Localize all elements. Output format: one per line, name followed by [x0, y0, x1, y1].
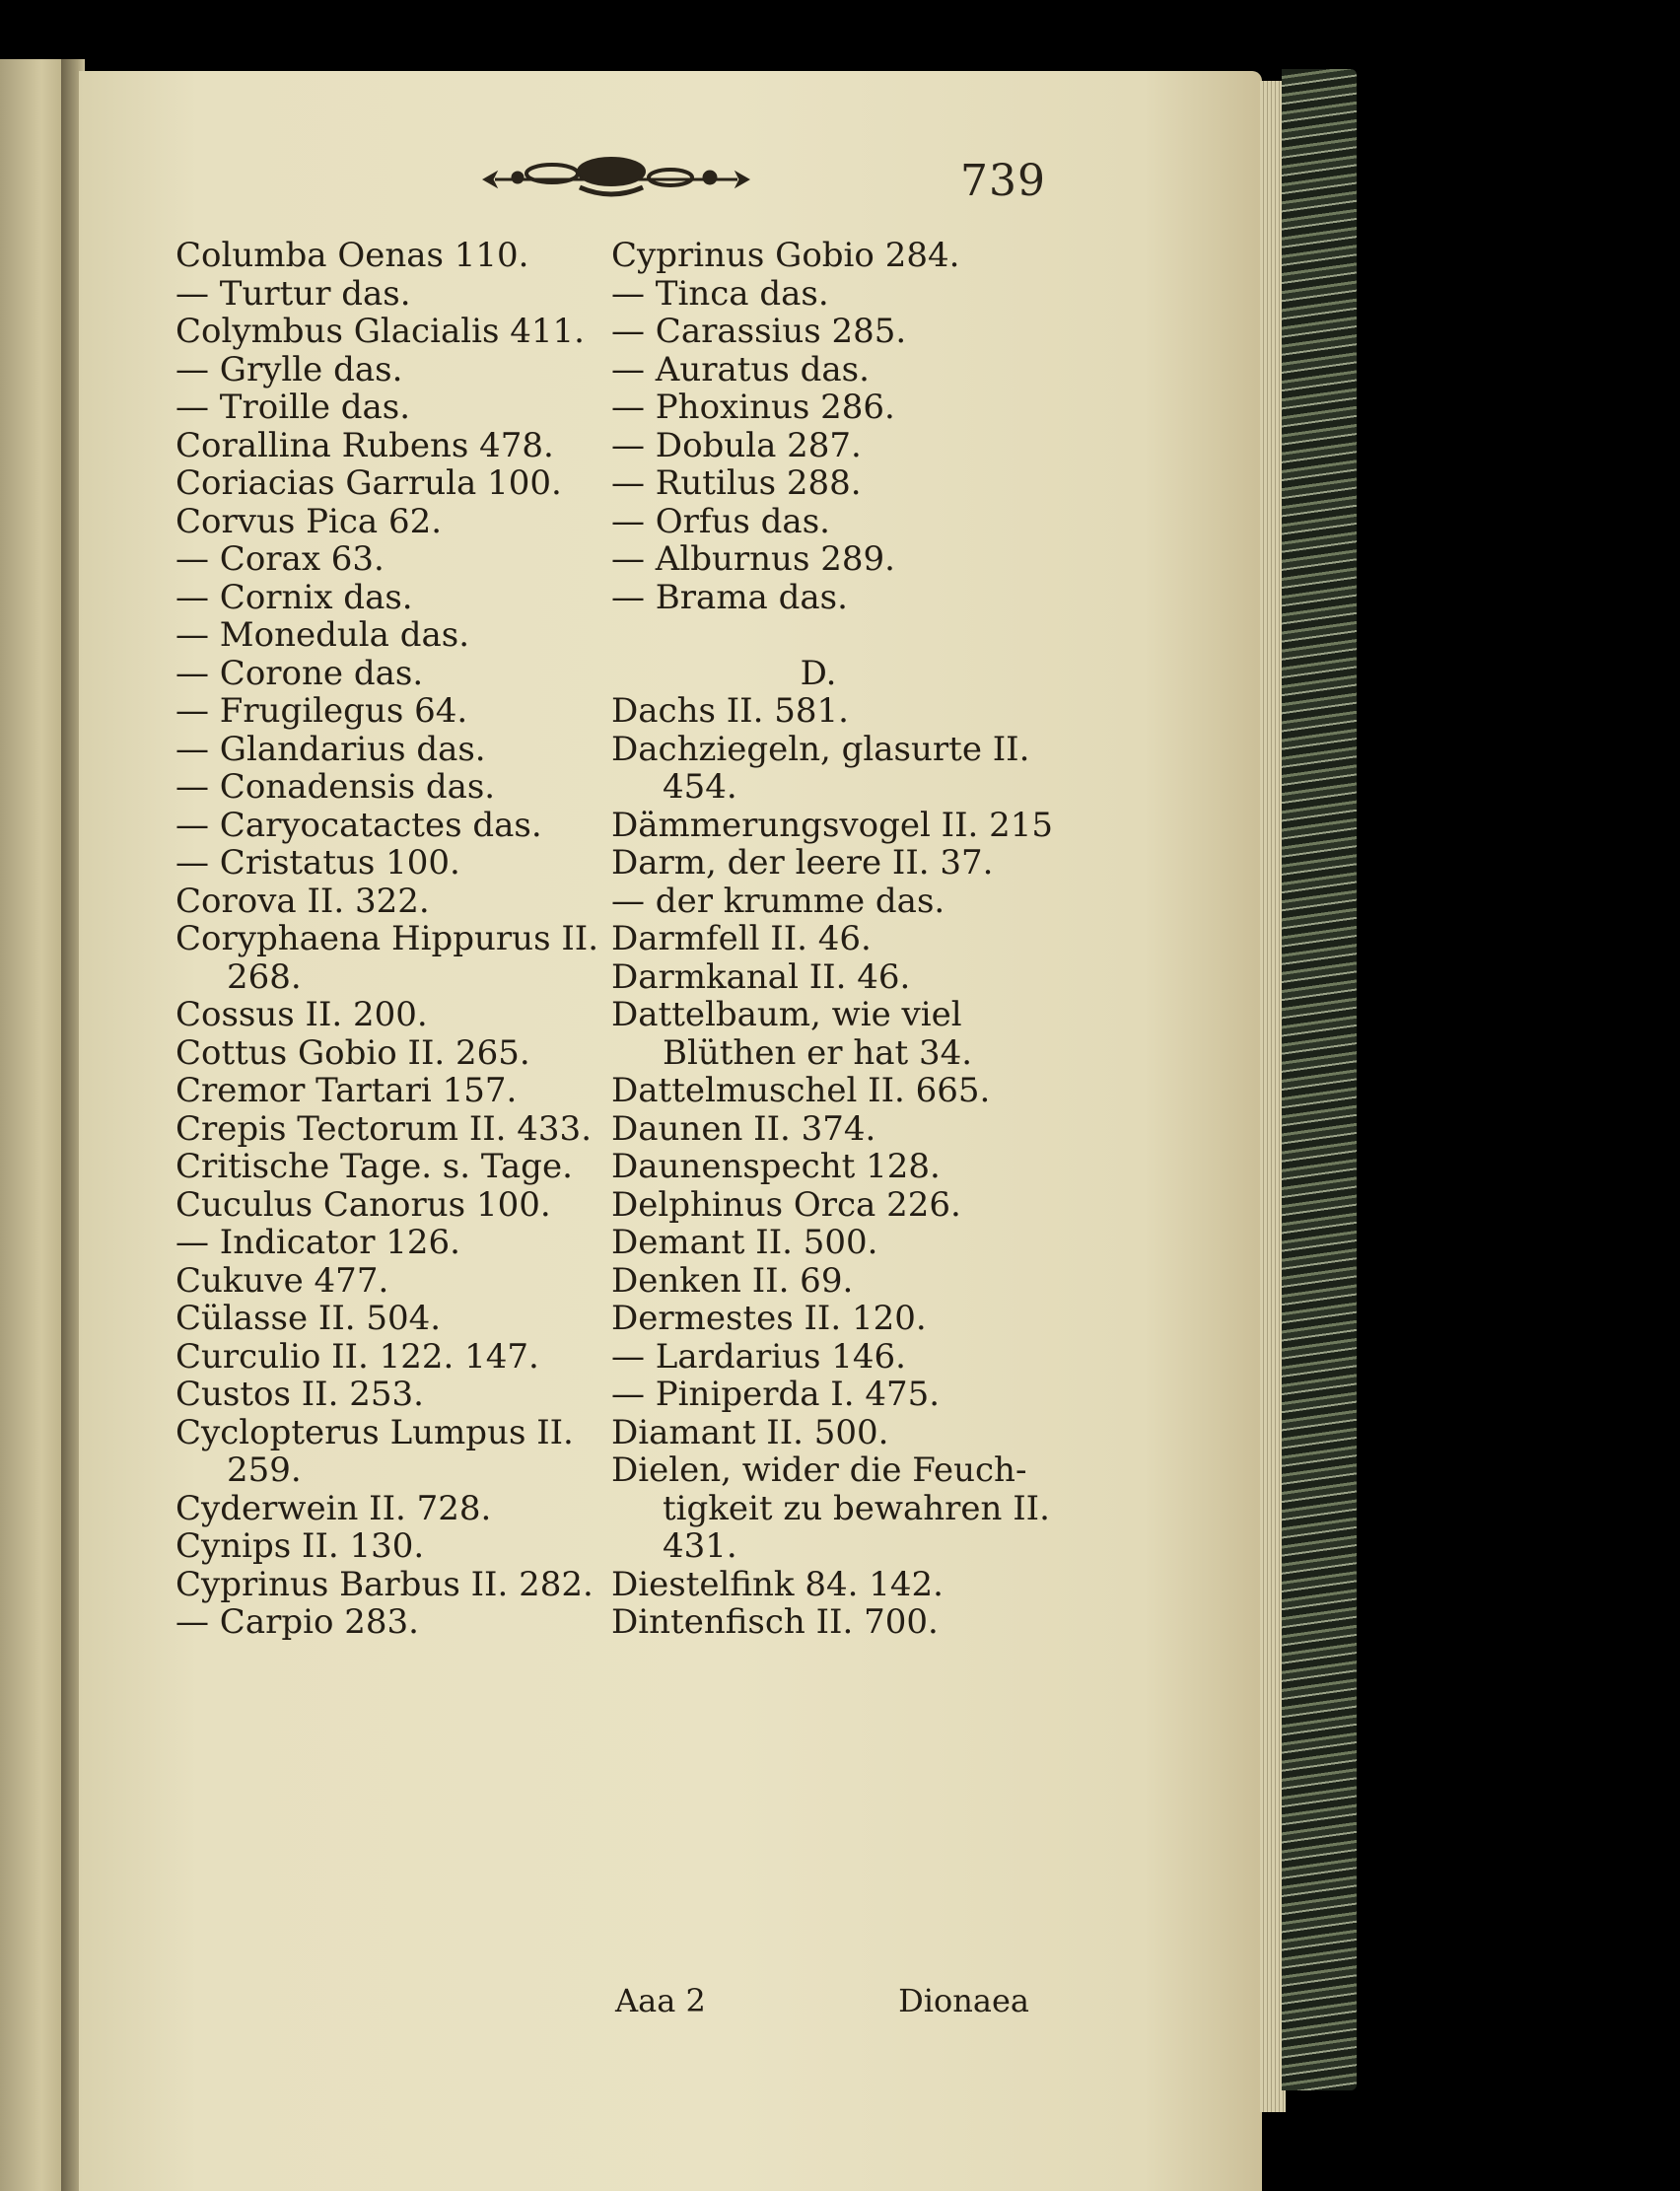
index-entry: Dachziegeln, glasurte II. [611, 729, 1030, 769]
index-entry: Dermestes II. 120. [611, 1299, 927, 1338]
index-entry: — Turtur das. [175, 273, 411, 314]
index-entry: Daunen II. 374. [611, 1108, 876, 1149]
index-entry: — Alburnus 289. [611, 539, 895, 579]
index-entry: Daunenspecht 128. [611, 1147, 941, 1186]
index-entry: — Dobula 287. [611, 425, 862, 465]
index-entry: Custos II. 253. [175, 1375, 424, 1414]
index-entry: Darmfell II. 46. [611, 919, 872, 958]
index-entry: — Auratus das. [611, 349, 870, 389]
index-entry: — Conadensis das. [175, 767, 496, 807]
index-entry: Columba Oenas 110. [175, 236, 529, 275]
index-entry: Cukuve 477. [175, 1260, 389, 1301]
index-entry: Cremor Tartari 157. [175, 1071, 518, 1110]
catchword: Dionaea [898, 1982, 1029, 2019]
index-entry: — Monedula das. [175, 615, 470, 655]
index-group-c-continued [611, 237, 1025, 616]
index-entry: — der krumme das. [611, 881, 945, 921]
index-entry: Cyprinus Barbus II. 282. [175, 1564, 594, 1604]
index-entry: — Corone das. [175, 653, 424, 693]
signature-mark: Aaa 2 [615, 1982, 706, 2019]
index-entry: Critische Tage. s. Tage. [175, 1147, 573, 1186]
index-entry: Dielen, wider die Feuch- [611, 1450, 1027, 1490]
index-entry: Darm, der leere II. 37. [611, 843, 994, 883]
index-entry: Dattelmuschel II. 665. [611, 1071, 991, 1110]
index-entry: Diamant II. 500. [611, 1412, 889, 1452]
index-entry: — Frugilegus 64. [175, 691, 468, 731]
index-entry: Curculio II. 122. 147. [175, 1336, 539, 1377]
index-entry: Dattelbaum, wie viel [611, 995, 962, 1034]
section-letter-heading: D. [800, 653, 837, 693]
index-entry: — Phoxinus 286. [611, 388, 895, 427]
index-column-left [175, 237, 639, 1642]
index-entry: Corallina Rubens 478. [175, 425, 554, 465]
index-entry: Colymbus Glacialis 411. [175, 312, 585, 351]
index-entry: — Corax 63. [175, 539, 385, 579]
index-entry: Crepis Tectorum II. 433. [175, 1108, 592, 1149]
index-entry: — Orfus das. [611, 501, 830, 541]
index-entry: — Glandarius das. [175, 729, 486, 769]
section-spacer [611, 616, 1025, 655]
index-entry: — Tinca das. [611, 273, 829, 314]
index-entry: — Rutilus 288. [611, 463, 862, 503]
index-entry: — Cristatus 100. [175, 843, 460, 883]
index-entry: — Carassius 285. [611, 312, 907, 351]
page-footer [615, 1982, 1029, 2021]
index-entry: Cyderwein II. 728. [175, 1488, 492, 1528]
index-entry: 454. [663, 767, 737, 807]
index-entry: Cuculus Canorus 100. [175, 1184, 551, 1225]
index-group-d [611, 691, 1054, 1642]
index-entry: — Grylle das. [175, 349, 403, 389]
page-number: 739 [960, 156, 1046, 206]
index-entry: — Piniperda I. 475. [611, 1375, 941, 1414]
index-entry: — Cornix das. [175, 577, 413, 617]
index-entry: Cyclopterus Lumpus II. [175, 1412, 574, 1452]
index-entry: Corova II. 322. [175, 881, 430, 921]
index-entry: Coryphaena Hippurus II. [175, 919, 599, 958]
marbled-cover [1282, 69, 1357, 2090]
index-entry: Blüthen er hat 34. [663, 1032, 973, 1073]
ornamental-headpiece-icon [473, 148, 759, 207]
index-entry: 268. [227, 956, 302, 997]
index-entry: — Lardarius 146. [611, 1336, 906, 1377]
index-entry: Cynips II. 130. [175, 1526, 425, 1566]
index-entry: — Troille das. [175, 388, 411, 427]
index-entry: — Carpio 283. [175, 1602, 419, 1642]
index-entry: Corvus Pica 62. [175, 501, 443, 541]
index-entry: Delphinus Orca 226. [611, 1184, 961, 1225]
index-entry: Darmkanal II. 46. [611, 956, 911, 997]
index-entry: Cyprinus Gobio 284. [611, 236, 960, 275]
index-entry: Cottus Gobio II. 265. [175, 1032, 530, 1073]
index-entry: — Caryocatactes das. [175, 805, 542, 845]
index-entry: 431. [663, 1526, 737, 1566]
index-entry: Dämmerungsvogel II. 215 [611, 805, 1054, 845]
index-entry: Dintenfisch II. 700. [611, 1602, 939, 1642]
index-entry: Diestelfink 84. 142. [611, 1564, 944, 1604]
index-entry: Coriacias Garrula 100. [175, 463, 562, 503]
index-entry: — Brama das. [611, 577, 848, 617]
index-entry: Cossus II. 200. [175, 995, 428, 1034]
index-entry: Dachs II. 581. [611, 691, 849, 731]
index-entry: tigkeit zu bewahren II. [663, 1488, 1050, 1528]
index-entry: — Indicator 126. [175, 1223, 460, 1262]
left-page-edge [0, 59, 69, 2191]
index-entry: Denken II. 69. [611, 1260, 854, 1301]
index-entry: Demant II. 500. [611, 1223, 878, 1262]
index-entry: Cülasse II. 504. [175, 1299, 442, 1338]
index-column-right [611, 236, 1054, 1642]
index-entry: 259. [227, 1450, 302, 1490]
